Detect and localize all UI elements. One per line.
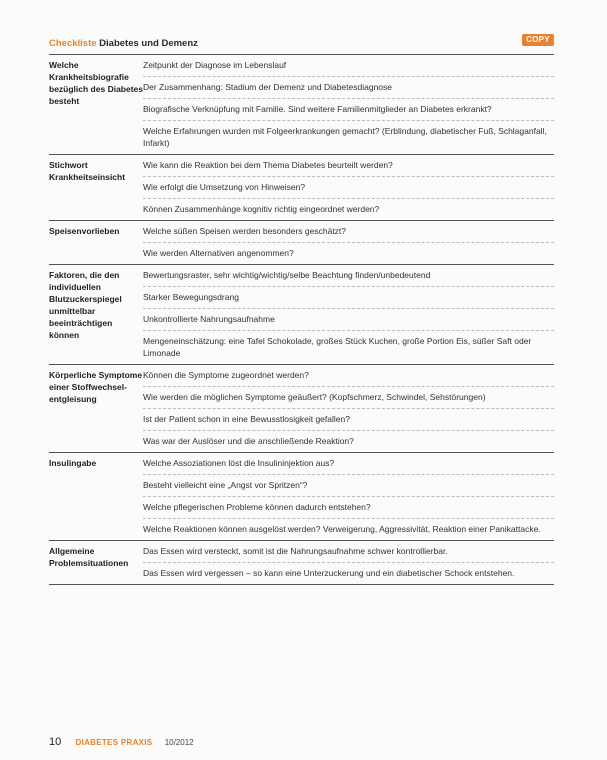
checklist-row [49, 54, 554, 154]
question-item: Das Essen wird vergessen – so kann eine Unterzuckerung und ein diabetischer Schock entstehen. [143, 562, 554, 584]
checklist-row [49, 154, 554, 220]
checklist-row [49, 452, 554, 540]
copy-badge: COPY [522, 34, 554, 46]
issue-date: 10/2012 [164, 738, 194, 747]
checklist-table [49, 54, 554, 585]
question-item: Welche Reaktionen können ausgelöst werden? Verweigerung, Aggressivität, Reaktion einer Panikattacke. [143, 518, 554, 540]
question-item: Besteht vielleicht eine „Angst vor Spritzen“? [143, 474, 554, 496]
checklist-row [49, 540, 554, 585]
question-item: Welche Assoziationen löst die Insulininjektion aus? [143, 458, 335, 468]
question-item: Wie werden Alternativen angenommen? [143, 242, 554, 264]
checklist-title [49, 38, 198, 49]
page-number: 10 [49, 736, 62, 748]
checklist-row [49, 364, 554, 452]
checklist-prefix: Checkliste [49, 38, 97, 49]
checklist-row [49, 264, 554, 364]
question-item: Biografische Verknüpfung mit Familie. Sind weitere Familienmitglieder an Diabetes erkrankt? [143, 98, 554, 120]
question-item: Wie werden die möglichen Symptome geäußert? (Kopfschmerz, Schwindel, Sehstörungen) [143, 386, 554, 408]
question-item: Können die Symptome zugeordnet werden? [143, 370, 309, 380]
question-item: Welche Erfahrungen wurden mit Folgeerkrankungen gemacht? (Erblindung, diabetischer Fuß, Schlaganfall, Infarkt) [143, 120, 554, 154]
row-topic: Speisenvorlieben [49, 226, 120, 236]
question-item: Zeitpunkt der Diagnose im Lebenslauf [143, 60, 287, 70]
row-topic: Allgemeine Problemsituationen [49, 546, 129, 568]
question-item: Der Zusammenhang: Stadium der Demenz und Diabetesdiagnose [143, 76, 554, 98]
question-item: Ist der Patient schon in eine Bewusstlosigkeit gefallen? [143, 408, 554, 430]
row-topic: Faktoren, die den individuellen Blutzuckerspiegel unmittelbar beeinträchtigen können [49, 270, 122, 340]
question-item: Unkontrollierte Nahrungsaufnahme [143, 308, 554, 330]
row-topic: Körperliche Symptome einer Stoffwechsel-entgleisung [49, 370, 143, 404]
row-questions [143, 541, 554, 584]
row-topic: Welche Krankheitsbiografie bezüglich des Diabetes besteht [49, 60, 143, 106]
question-item: Welche süßen Speisen werden besonders geschätzt? [143, 226, 347, 236]
checklist-heading: Diabetes und Demenz [99, 38, 198, 49]
row-questions [143, 453, 554, 540]
row-topic: Stichwort Krankheitseinsicht [49, 160, 126, 182]
row-topic: Insulingabe [49, 458, 97, 468]
question-item: Das Essen wird versteckt, somit ist die Nahrungsaufnahme schwer kontrollierbar. [143, 546, 448, 556]
page-footer [49, 736, 194, 748]
question-item: Wie kann die Reaktion bei dem Thema Diabetes beurteilt werden? [143, 160, 393, 170]
row-questions [143, 155, 554, 220]
checklist-row [49, 220, 554, 264]
magazine-name: DIABETES PRAXIS [75, 738, 153, 747]
row-questions [143, 365, 554, 452]
question-item: Starker Bewegungsdrang [143, 286, 554, 308]
question-item: Können Zusammenhänge kognitiv richtig eingeordnet werden? [143, 198, 554, 220]
row-questions [143, 265, 554, 364]
question-item: Wie erfolgt die Umsetzung von Hinweisen? [143, 176, 554, 198]
row-questions [143, 221, 554, 264]
row-questions [143, 55, 554, 154]
question-item: Was war der Auslöser und die anschließende Reaktion? [143, 430, 554, 452]
question-item: Welche pflegerischen Probleme können dadurch entstehen? [143, 496, 554, 518]
question-item: Mengeneinschätzung: eine Tafel Schokolade, großes Stück Kuchen, große Portion Eis, süßer Saft oder Limonade [143, 330, 554, 364]
question-item: Bewertungsraster, sehr wichtig/wichtig/selbe Beachtung finden/unbedeutend [143, 270, 431, 280]
